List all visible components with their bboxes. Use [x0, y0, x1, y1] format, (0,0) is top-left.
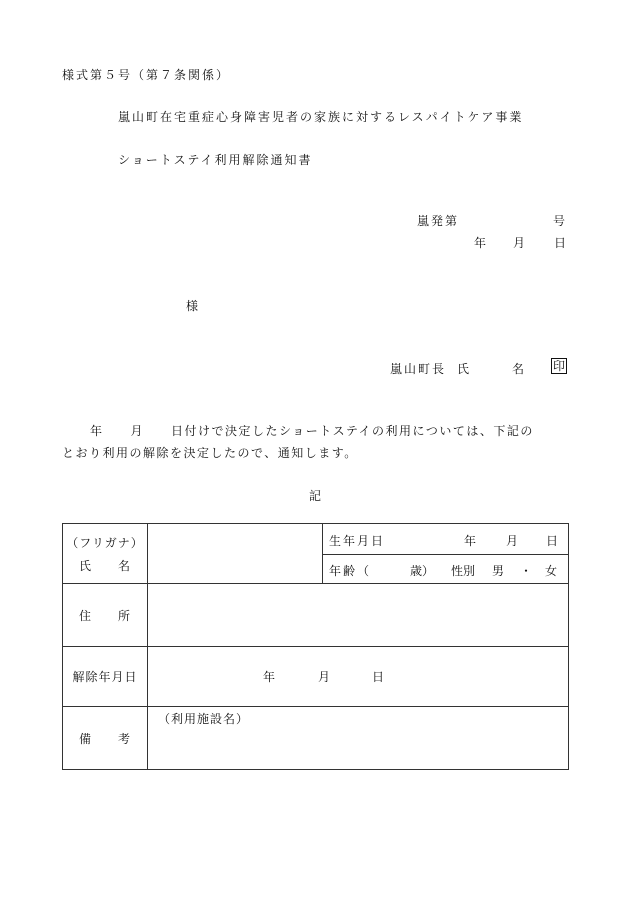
birth-year: 年	[464, 534, 477, 548]
issuer-title: 嵐山町長	[390, 362, 447, 376]
age-label: 年齢（	[329, 564, 372, 578]
gender-male: 男	[492, 564, 505, 578]
furigana-label: （フリガナ）	[66, 535, 144, 550]
gender-label: 性別	[451, 564, 476, 578]
birth-day: 日	[546, 534, 559, 548]
issue-number-suffix: 号	[553, 214, 566, 228]
gender-separator: ・	[520, 564, 533, 578]
name-label: 氏 名	[78, 558, 131, 573]
recipient-honorific: 様	[186, 299, 199, 313]
issuer-name-label-2: 名	[512, 362, 525, 376]
remarks-cell[interactable]	[148, 707, 569, 770]
issue-day: 日	[554, 236, 567, 250]
cancel-year: 年	[263, 670, 276, 684]
address-value-cell[interactable]	[148, 584, 569, 647]
document-title: ショートステイ利用解除通知書	[118, 153, 313, 167]
birth-month: 月	[506, 534, 519, 548]
issue-month: 月	[513, 236, 526, 250]
info-table	[62, 523, 569, 770]
cancel-day: 日	[372, 670, 385, 684]
form-number: 様式第５号（第７条関係）	[62, 68, 231, 82]
body-line-1: 年 月 日付けで決定したショートステイの利用については、下記の	[90, 424, 534, 438]
body-line-2: とおり利用の解除を決定したので、通知します。	[62, 446, 358, 460]
cancel-date-label: 解除年月日	[63, 647, 148, 707]
age-gender-cell[interactable]	[323, 555, 569, 584]
gender-female: 女	[545, 564, 558, 578]
age-unit: 歳）	[410, 564, 435, 578]
facility-label: （利用施設名）	[158, 712, 250, 726]
name-value-cell[interactable]	[148, 524, 323, 584]
birthdate-label: 生年月日	[329, 534, 386, 548]
issuer-name-label-1: 氏	[457, 362, 470, 376]
birthdate-cell[interactable]	[323, 524, 569, 555]
remarks-label: 備 考	[63, 707, 148, 770]
issue-year: 年	[474, 236, 487, 250]
issue-number-prefix: 嵐発第	[417, 214, 460, 228]
ki-heading: 記	[309, 489, 322, 503]
cancel-date-cell[interactable]	[148, 647, 569, 707]
address-label: 住 所	[63, 584, 148, 647]
cancel-month: 月	[318, 670, 331, 684]
program-title: 嵐山町在宅重症心身障害児者の家族に対するレスパイトケア事業	[118, 110, 524, 124]
seal-mark: 印	[553, 359, 566, 373]
name-label-cell	[63, 524, 148, 584]
